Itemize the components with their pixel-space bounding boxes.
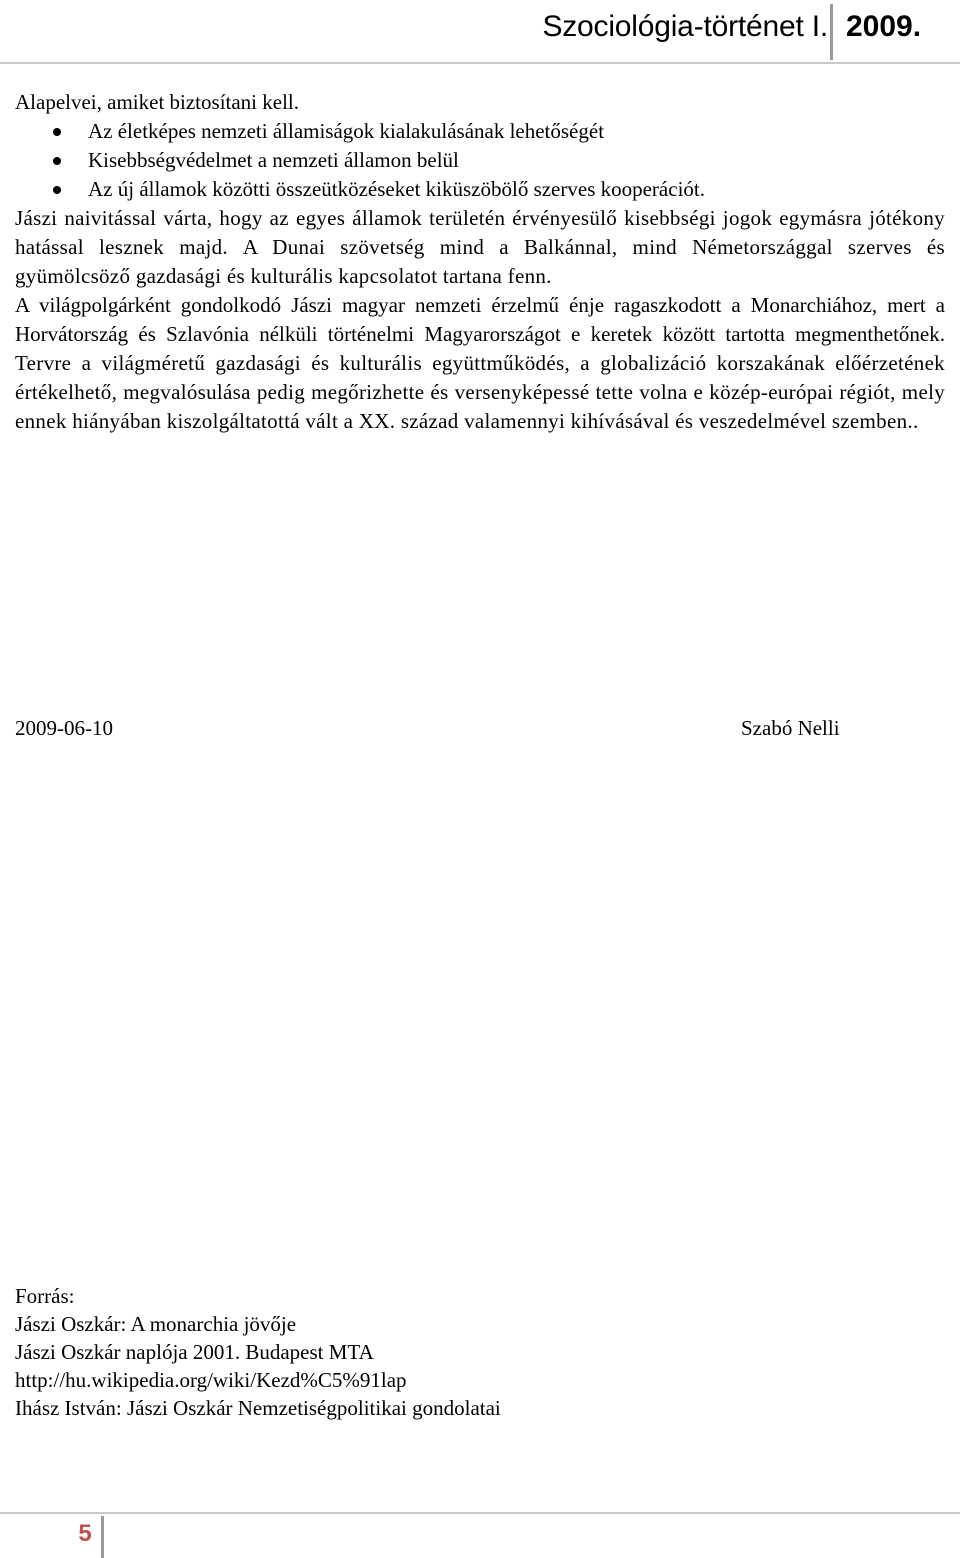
page-header — [0, 0, 960, 64]
list-item — [15, 117, 945, 146]
list-item — [15, 175, 945, 204]
source-item: Jászi Oszkár: A monarchia jövője — [15, 1312, 297, 1336]
bullet-icon — [53, 128, 61, 136]
list-item-text: Az új államok közötti összeütközéseket kiküszöbölő szerves kooperációt. — [88, 177, 705, 201]
body-paragraph — [15, 291, 945, 436]
bullet-icon — [53, 186, 61, 194]
list-item — [15, 146, 945, 175]
footer-rule — [0, 1512, 960, 1514]
page-number: 5 — [78, 1520, 92, 1547]
header-divider — [830, 4, 833, 60]
paragraph-text-2: A Dunai szövetség mind a Balkánnal, mind Németországgal szerves és gyümölcsöző gazdasági és kulturális kapcsolatot tartana fenn. — [15, 235, 945, 288]
bullet-icon — [53, 157, 61, 165]
sources-label: Forrás: — [15, 1284, 75, 1308]
list-item-text: Az életképes nemzeti államiságok kialakulásának lehetőségét — [88, 119, 605, 143]
source-item: Jászi Oszkár naplója 2001. Budapest MTA — [15, 1340, 374, 1364]
intro-line: Alapelvei, amiket biztosítani kell. — [15, 90, 300, 114]
paragraph-text-4: Tervre a világméretű gazdasági és kulturális együttműködés, a globalizáció korszakának előérzetének értékelhető, megvalósulása pedig megőrizhette és versenyképessé tette volna e közép-európai régiót, mely ennek hiányában kiszolgáltatottá vált a XX. század valamennyi kihívásával és veszedelmével szemben.. — [15, 351, 945, 433]
sources-section — [15, 1282, 501, 1422]
list-item-text: Kisebbségvédelmet a nemzeti államon belül — [88, 148, 459, 172]
source-item: Ihász István: Jászi Oszkár Nemzetiségpolitikai gondolatai — [15, 1396, 501, 1420]
header-title: Szociológia-történet I. — [542, 10, 828, 43]
signature-author: Szabó Nelli — [741, 716, 840, 740]
principles-list — [15, 117, 945, 204]
header-year: 2009. — [846, 10, 922, 43]
body-paragraph — [15, 204, 945, 291]
paragraph-text-3: A világpolgárként gondolkodó Jászi magyar nemzeti érzelmű énje ragaszkodott a Monarchiához, mert a Horvátország és Szlavónia nélküli történelmi Magyarországot e keretek között tartotta megmenthetőnek. — [15, 293, 945, 346]
signature-date: 2009-06-10 — [15, 716, 113, 740]
paragraph-text-1: Jászi naivitással várta, hogy az egyes államok területén érvényesülő kisebbségi jogok egymásra jótékony hatással lesznek majd. — [15, 206, 945, 259]
document-body — [15, 88, 945, 436]
footer-divider — [101, 1516, 104, 1558]
source-item: http://hu.wikipedia.org/wiki/Kezd%C5%91lap — [15, 1368, 407, 1392]
header-rule — [0, 62, 960, 64]
